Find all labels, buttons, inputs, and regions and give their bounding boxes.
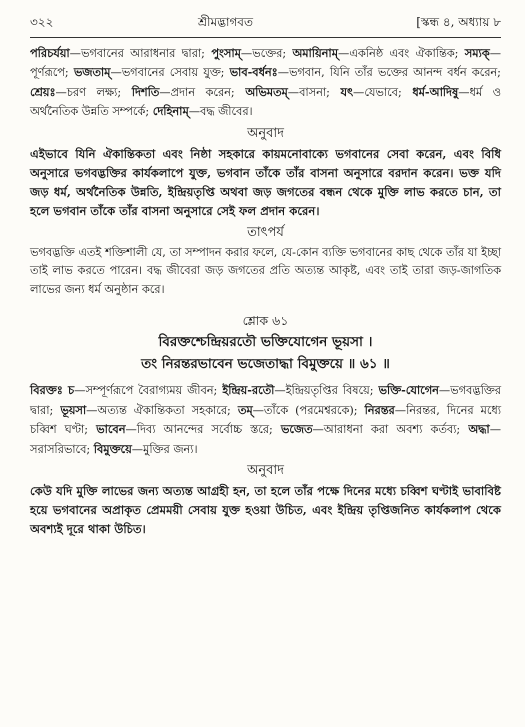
synonym-word: তম্ xyxy=(237,402,253,417)
synonym-word: বিমুক্তয়ে xyxy=(93,441,132,456)
synonym-meaning: —ভগবানের আরাধনার দ্বারা; xyxy=(69,47,212,60)
synonym-meaning: —পূর্ণরূপে; xyxy=(30,47,502,80)
synonym-word: ভক্তি-যোগেন xyxy=(378,383,439,398)
synonym-word: সম্যক্ xyxy=(464,46,490,60)
synonym-word: ইন্দ্রিয়-রতৌ xyxy=(222,383,275,398)
synonym-meaning: —বাসনা; xyxy=(287,85,341,99)
synonym-meaning: —মুক্তির জন্য। xyxy=(131,442,198,456)
page-number: ৩২২ xyxy=(30,15,54,29)
synonym-meaning: —ভগবান, যিনি তাঁর ভক্তের আনন্দ বর্ধন করেন; xyxy=(277,66,501,80)
synonym-meaning: —প্রদান করেন; xyxy=(159,85,246,99)
synonym-meaning: —একনিষ্ঠ এবং ঐকান্তিক; xyxy=(337,47,465,60)
translation-heading-2: অনুবাদ xyxy=(247,463,284,479)
synonym-meaning: —ইন্দ্রিয়তৃপ্তির বিষয়ে; xyxy=(274,384,379,398)
synonym-word: ভাব-বর্ধনঃ xyxy=(229,65,278,80)
synonym-meaning: —ধর্ম ও অর্থনৈতিক উন্নতি সম্পর্কে; xyxy=(30,85,501,119)
synonym-meaning: —সম্পূর্ণরূপে বৈরাগ্যময় জীবন; xyxy=(74,384,223,398)
synonym-word: নিরন্তর xyxy=(364,402,395,417)
synonym-meaning: —ভগবদ্ভক্তির দ্বারা; xyxy=(30,384,501,417)
synonym-meaning: —আরাধনা করা অবশ্য কর্তব্য; xyxy=(312,423,469,437)
purport-paragraph: ভগবদ্ভক্তি এতই শক্তিশালী যে, তা সম্পাদন করার ফলে, যে-কোন ব্যক্তি ভগবানের কাছ থেকে তাঁর যা ইচ্ছা তাই লাভ করতে পারেন। বদ্ধ জীবেরা জড় জগতের প্রতি অত্যন্ত আকৃষ্ট, এবং তাই তারা জড়-জাগতিক লাভের জন্য ধর্ম অনুষ্ঠান করে। xyxy=(30,245,501,296)
synonym-word: ধর্ম-আদিষু xyxy=(412,84,459,99)
synonym-word: দেহিনাম্ xyxy=(152,104,189,119)
verse-line-1: বিরক্তশ্চেন্দ্রিয়রতৌ ভক্তিযোগেন ভূয়সা । xyxy=(158,334,373,351)
purport-heading: তাৎপর্য xyxy=(247,224,284,240)
synonym-meaning: —নিরন্তর, দিনের মধ্যে চব্বিশ ঘণ্টা; xyxy=(30,403,501,437)
synonyms-paragraph xyxy=(30,44,501,122)
chapter-reference: [স্কন্ধ ৪, অধ্যায় ৮ xyxy=(416,15,501,29)
synonym-meaning: —ভক্তের; xyxy=(240,47,293,60)
synonym-meaning: —তাঁকে (পরমেশ্বরকে); xyxy=(252,403,365,417)
synonym-word: দিশতি xyxy=(131,84,160,99)
book-title: শ্রীমদ্ভাগবত xyxy=(197,15,253,29)
synonym-word: ভূয়সা xyxy=(60,402,87,417)
synonym-meaning: —বদ্ধ জীবের। xyxy=(188,105,253,119)
synonym-word: ভজতাম্ xyxy=(73,65,111,80)
verse-line-2: তং নিরন্তরভাবেন ভজেতাদ্ধা বিমুক্তয়ে ॥ ৬১ ॥ xyxy=(141,356,390,373)
page-header xyxy=(30,14,501,38)
translation-heading: অনুবাদ xyxy=(247,125,284,141)
synonym-word: যৎ xyxy=(340,84,354,99)
synonym-word: বিরক্তঃ চ xyxy=(30,383,75,398)
synonym-word: পরিচর্যয়া xyxy=(30,46,70,60)
translation-paragraph: এইভাবে যিনি ঐকান্তিকতা এবং নিষ্ঠা সহকারে কায়মনোবাক্যে ভগবানের সেবা করেন, এবং বিধি অনুসারে ভগবদ্ভক্তির কার্যকলাপে যুক্ত, ভগবান তাঁকে তাঁর বাসনা অনুসারে বরদান করেন। ভক্ত যদি জড় ধর্ম, অর্থনৈতিক উন্নতি, ইন্দ্রিয়তৃপ্তি অথবা জড় জগতের বন্ধন থেকে মুক্তি লাভ করতে চান, তা হলে ভগবান তাঁকে তাঁর বাসনা অনুসারে সেই ফল প্রদান করেন। xyxy=(30,146,501,218)
synonym-word: অদ্ধা xyxy=(468,422,490,437)
synonym-word: অমায়িনাম্ xyxy=(292,46,338,60)
synonym-word: ভজেত xyxy=(280,422,313,437)
synonym-word: শ্রেয়ঃ xyxy=(30,84,56,99)
translation-paragraph-2: কেউ যদি মুক্তি লাভের জন্য অত্যন্ত আগ্রহী হন, তা হলে তাঁর পক্ষে দিনের মধ্যে চব্বিশ ঘণ্টাই ভাবাবিষ্ট হয়ে ভগবানের অপ্রাকৃত প্রেমময়ী সেবায় যুক্ত হওয়া উচিত, এবং ইন্দ্রিয় তৃপ্তিজনিত কার্যকলাপ থেকে অবশ্যই দূরে থাকা উচিত। xyxy=(30,484,501,537)
synonym-meaning: —চরণ লক্ষ্য; xyxy=(55,85,132,99)
synonym-word: ভাবেন xyxy=(96,422,126,437)
synonyms-paragraph-2 xyxy=(30,381,501,459)
synonym-meaning: —ভগবানের সেবায় যুক্ত; xyxy=(110,66,230,80)
synonym-meaning: —দিব্য আনন্দের সর্বোচ্চ স্তরে; xyxy=(125,423,281,437)
synonym-word: অভিমতম্ xyxy=(245,84,288,99)
synonym-meaning: —সরাসরিভাবে; xyxy=(30,423,501,456)
verse-number: শ্লোক ৬১ xyxy=(242,313,289,329)
synonym-meaning: —যেভাবে; xyxy=(353,85,413,99)
synonym-word: পুংসাম্ xyxy=(211,46,241,60)
synonym-meaning: —অত্যন্ত ঐকান্তিকতা সহকারে; xyxy=(86,403,238,417)
